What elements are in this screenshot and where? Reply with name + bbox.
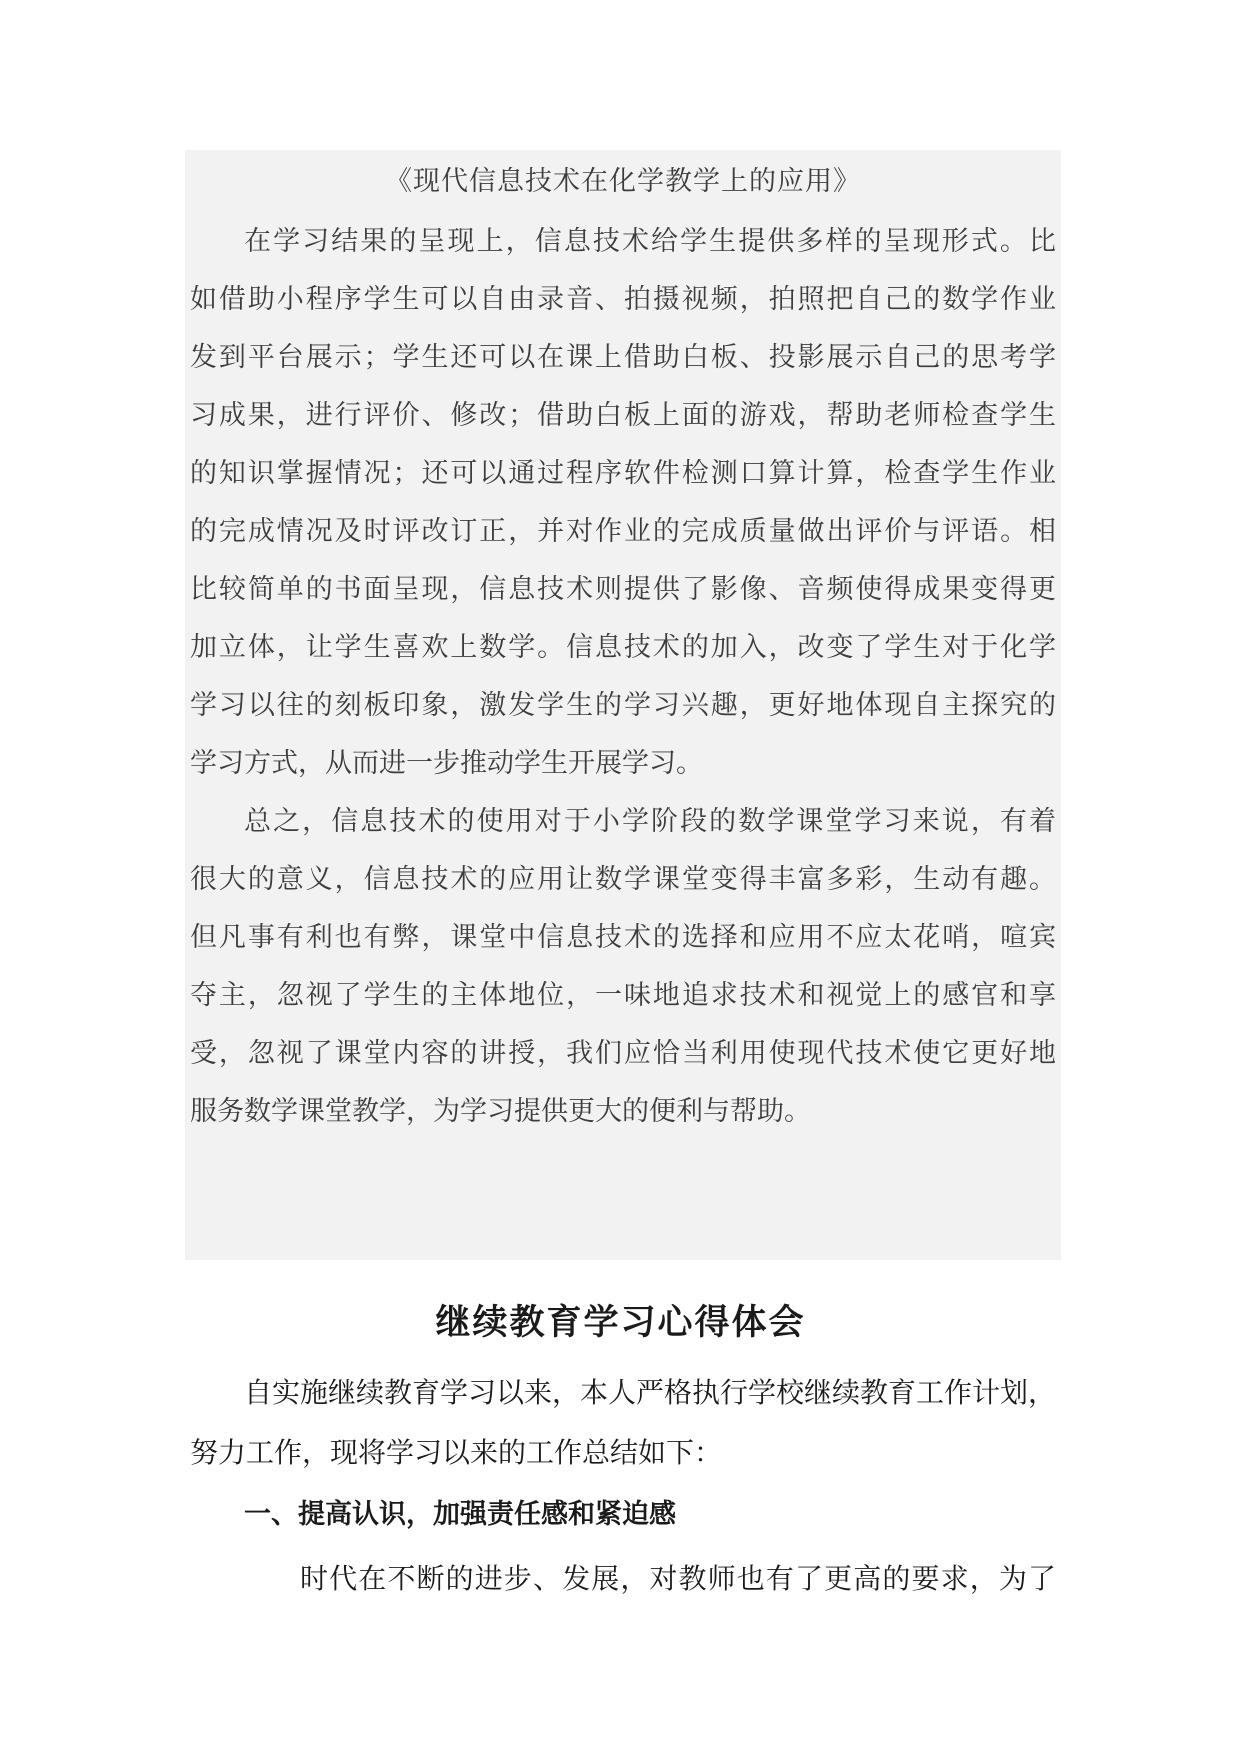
section-title: 继续教育学习心得体会 (435, 1303, 806, 1343)
excerpt-p1-line: 比较简单的书面呈现，信息技术则提供了影像、音频使得成果变得更 (190, 574, 1056, 605)
body-line: 时代在不断的进步、发展，对教师也有了更高的要求，为了 (300, 1562, 1056, 1595)
excerpt-p1-line: 学习方式，从而进一步推动学生开展学习。 (190, 748, 703, 779)
excerpt-p1-line: 习成果，进行评价、修改；借助白板上面的游戏，帮助老师检查学生 (190, 400, 1056, 431)
excerpt-p2-line: 夺主，忽视了学生的主体地位，一味地追求技术和视觉上的感官和享 (190, 980, 1056, 1011)
excerpt-p2-line: 总之，信息技术的使用对于小学阶段的数学课堂学习来说，有着 (244, 806, 1056, 837)
excerpt-p2-line: 但凡事有利也有弊，课堂中信息技术的选择和应用不应太花哨，喧宾 (190, 922, 1056, 953)
excerpt-p2-line: 服务数学课堂教学，为学习提供更大的便利与帮助。 (190, 1096, 811, 1127)
excerpt-title: 《现代信息技术在化学教学上的应用》 (385, 166, 861, 197)
excerpt-p1-line: 如借助小程序学生可以自由录音、拍摄视频，拍照把自己的数学作业 (190, 284, 1056, 315)
intro-line: 自实施继续教育学习以来，本人严格执行学校继续教育工作计划， (244, 1376, 1057, 1409)
excerpt-p1-line: 发到平台展示；学生还可以在课上借助白板、投影展示自己的思考学 (190, 342, 1056, 373)
excerpt-p1-line: 的知识掌握情况；还可以通过程序软件检测口算计算，检查学生作业 (190, 458, 1056, 489)
subheading-1: 一、提高认识，加强责任感和紧迫感 (244, 1499, 676, 1530)
intro-line: 努力工作，现将学习以来的工作总结如下： (190, 1436, 723, 1469)
excerpt-p1-line: 的完成情况及时评改订正，并对作业的完成质量做出评价与评语。相 (190, 516, 1056, 547)
excerpt-p2-line: 很大的意义，信息技术的应用让数学课堂变得丰富多彩，生动有趣。 (190, 864, 1056, 895)
excerpt-p1-line: 加立体，让学生喜欢上数学。信息技术的加入，改变了学生对于化学 (190, 632, 1056, 663)
excerpt-p1-line: 学习以往的刻板印象，激发学生的学习兴趣，更好地体现自主探究的 (190, 690, 1056, 721)
excerpt-p2-line: 受，忽视了课堂内容的讲授，我们应恰当利用使现代技术使它更好地 (190, 1038, 1056, 1069)
excerpt-p1-line: 在学习结果的呈现上，信息技术给学生提供多样的呈现形式。比 (244, 226, 1056, 257)
